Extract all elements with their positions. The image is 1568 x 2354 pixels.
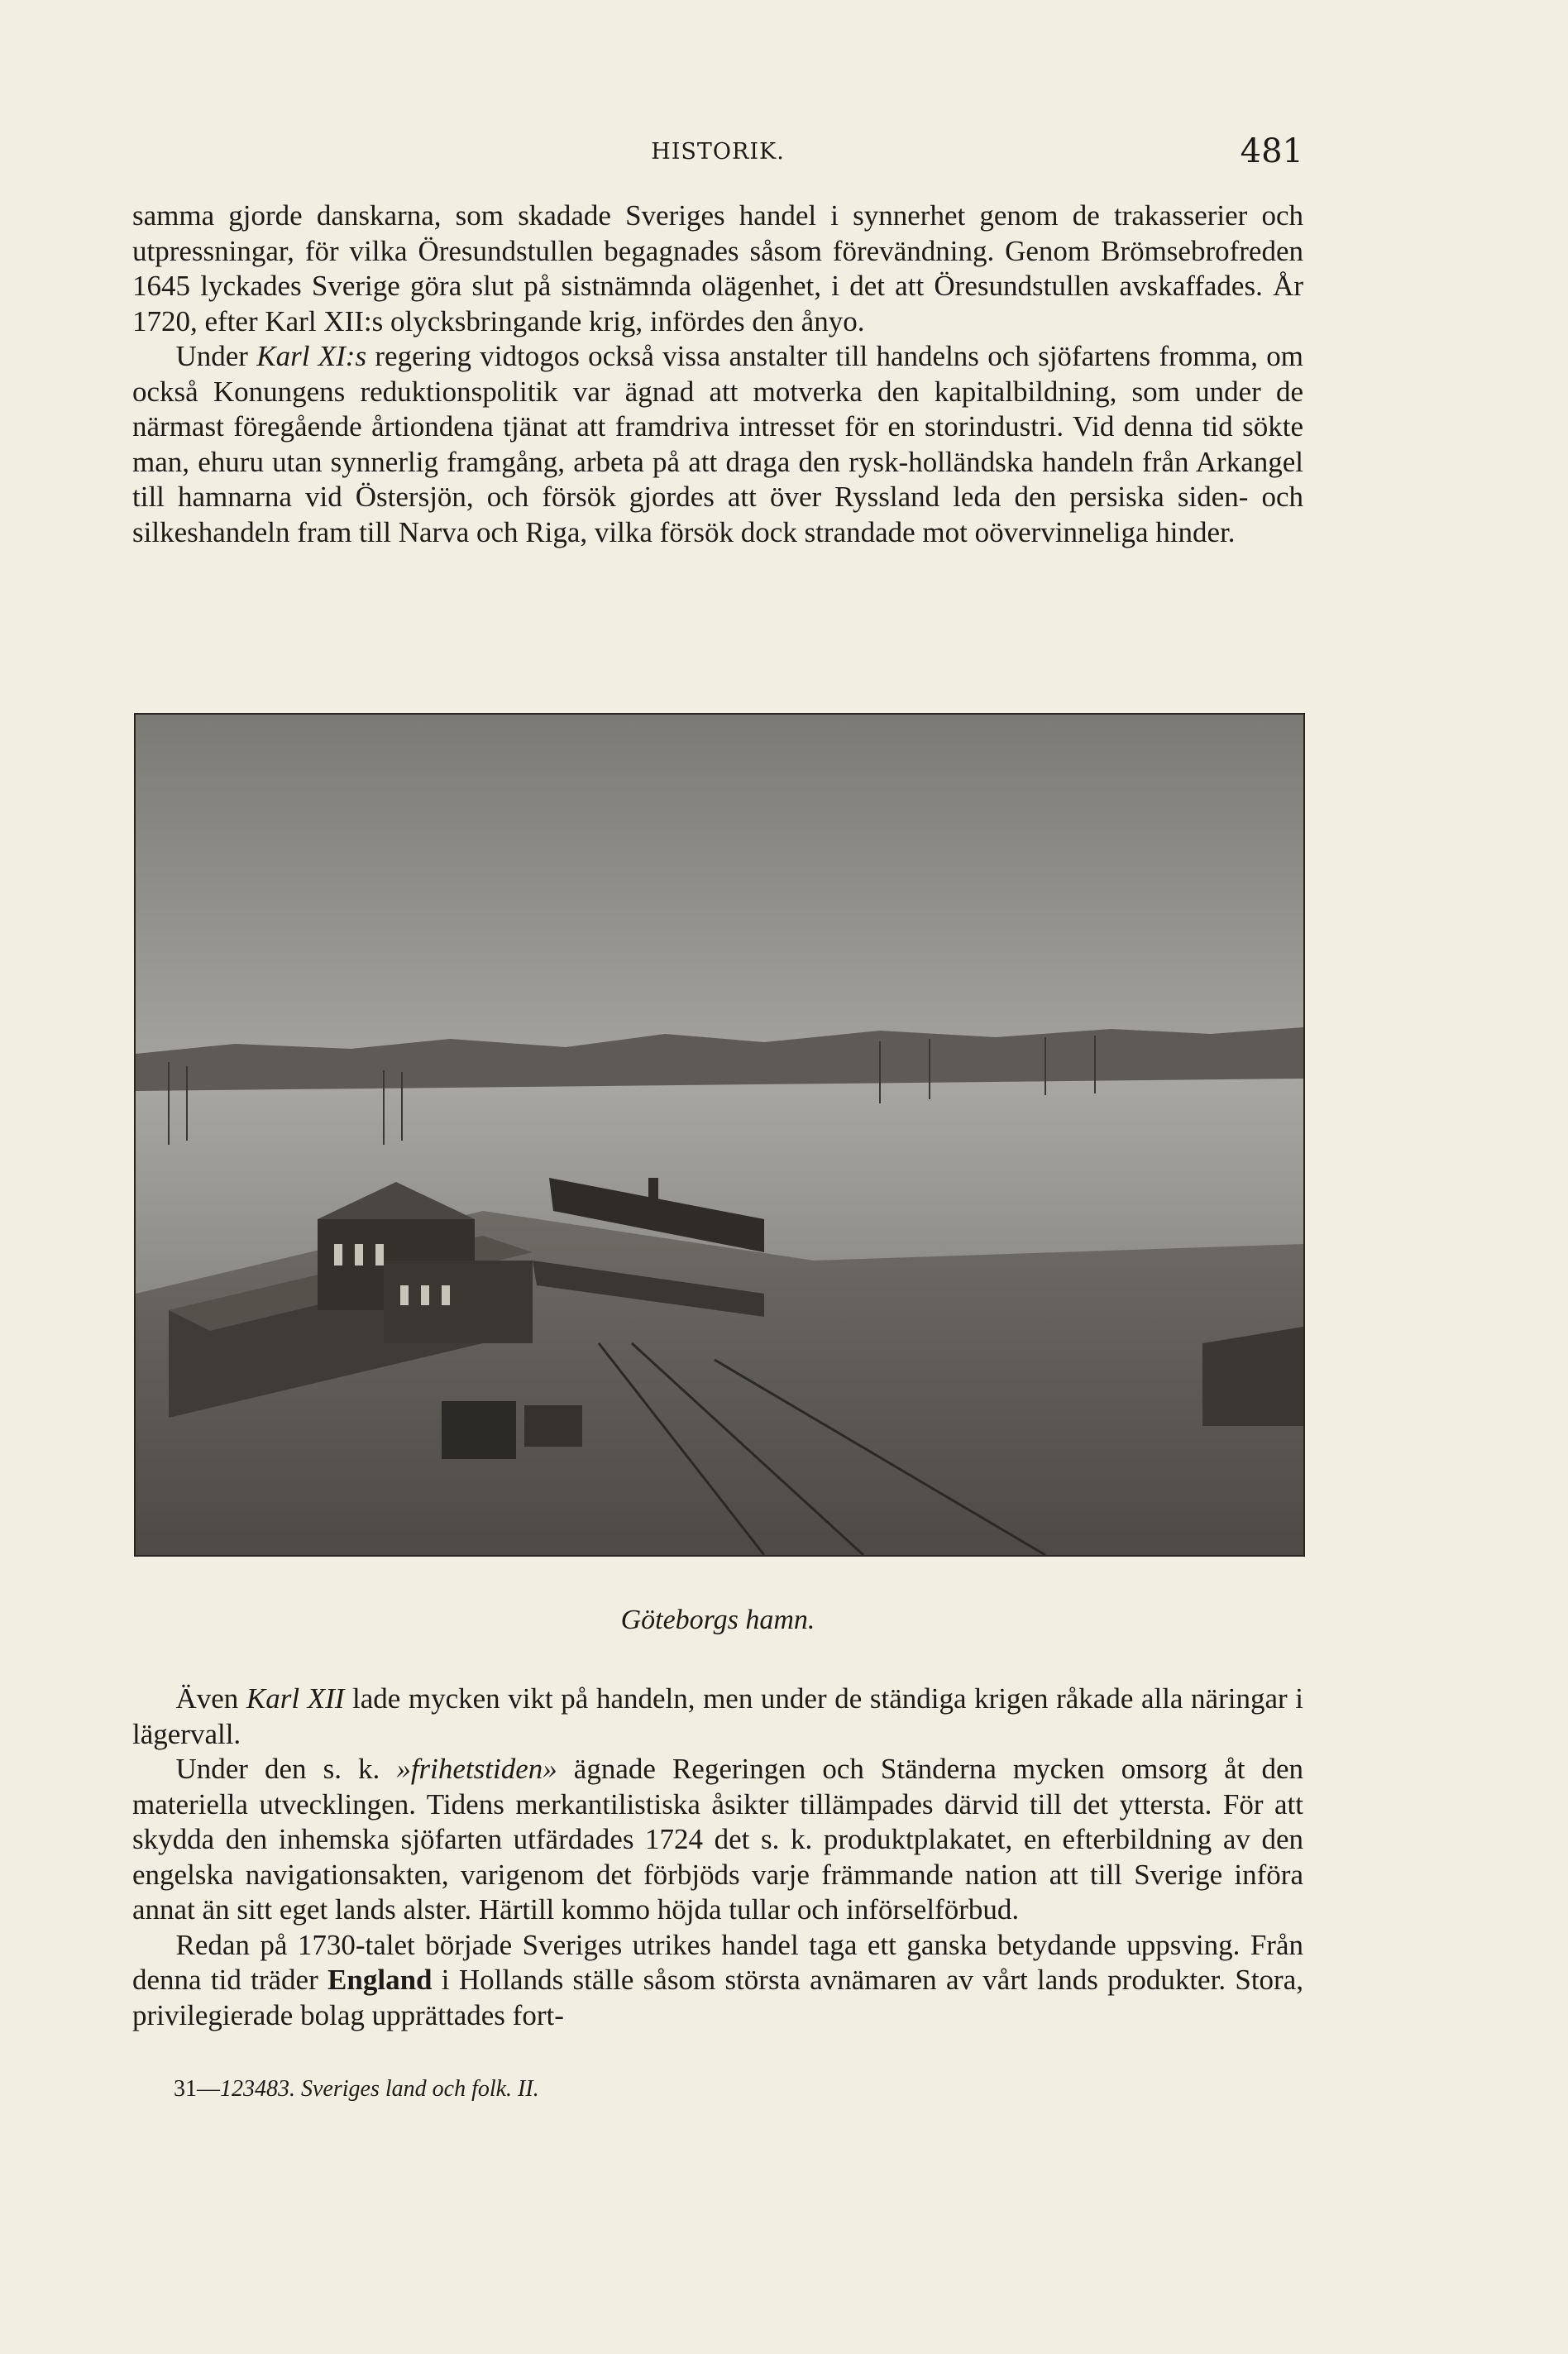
- harbor-photograph: [134, 713, 1305, 1557]
- paragraph-text: Under: [175, 340, 257, 372]
- paragraph: [132, 1928, 1303, 2034]
- page-number: 481: [1240, 132, 1303, 170]
- paragraph-text: lade mycken vikt på handeln, men under de ständiga krigen råkade alla näringar i lägervall.: [132, 1682, 1303, 1750]
- paragraph-text: regering vidtogos också vissa anstalter till handelns och sjöfartens fromma, om också Konungens reduktionspolitik var ägnad att motverka den kapitalbildning, som under de närmast föregående årtiondena tjänat att framdriva intresset för en storindustri. Vid denna tid sökte man, ehuru utan synnerlig framgång, arbeta på att draga den rysk-holländska handeln från Arkangel till hamnarna vid Östersjön, och försök gjordes att över Ryssland leda den persiska siden- och silkeshandeln fram till Narva och Riga, vilka försök dock strandade mot oövervinneliga hinder.: [132, 340, 1304, 548]
- paragraph-text: samma gjorde danskarna, som skadade Sveriges handel i synnerhet genom de trakasserier och utpressningar, för vilka Öresundstullen begagnades såsom förevändning. Genom Brömsebrofreden 1645 lyckades Sverige göra slut på sistnämnda olägenhet, i det att Öresundstullen avskaffades. År 1720, efter Karl XII:s olycksbringande krig, infördes den ånyo.: [132, 199, 1303, 337]
- emphasis-text: Karl XI:s: [256, 340, 367, 372]
- emphasis-text: »frihetstiden»: [396, 1753, 557, 1785]
- bold-text: England: [327, 1964, 433, 1996]
- paragraph-text: Under den s. k.: [175, 1753, 397, 1785]
- paragraph: [132, 1682, 1303, 1752]
- paragraph: [132, 199, 1303, 339]
- paragraph-text: i Hollands ställe såsom största avnämaren av vårt lands produkter. Stora, privilegierade bolag upprättades fort-: [132, 1964, 1303, 2031]
- printer-signature: [174, 2076, 539, 2103]
- running-title: HISTORIK.: [651, 139, 785, 165]
- harbor-photo-illustration: [136, 715, 1303, 1555]
- emphasis-text: Karl XII: [246, 1682, 345, 1715]
- paragraph: [132, 1752, 1303, 1928]
- paragraph-text: ägnade Regeringen och Ständerna mycken omsorg åt den materiella utvecklingen. Tidens merkantilistiska åsikter tillämpades därvid till det yttersta. För att skydda den inhemska sjöfarten utfärdades 1724 det s. k. produktplakatet, en efterbildning av den engelska navigationsakten, varigenom det förbjöds varje främmande nation att till Sverige införa annat än sitt eget lands alster. Härtill kommo höjda tullar och införselförbud.: [132, 1753, 1303, 1926]
- running-head: [132, 132, 1303, 174]
- paragraph: [132, 339, 1303, 550]
- paragraph-text: Även: [175, 1682, 246, 1715]
- top-text-block: [132, 199, 1303, 550]
- signature-mark: 31—: [174, 2076, 220, 2102]
- paragraph-text: Redan på 1730-talet började Sveriges utrikes handel taga ett ganska betydande uppsving. Från denna tid träder: [132, 1928, 1303, 1996]
- bottom-text-block: [132, 1682, 1303, 2033]
- figure-caption: Göteborgs hamn.: [620, 1605, 815, 1635]
- imprint-text: 123483. Sveriges land och folk. II.: [220, 2076, 539, 2102]
